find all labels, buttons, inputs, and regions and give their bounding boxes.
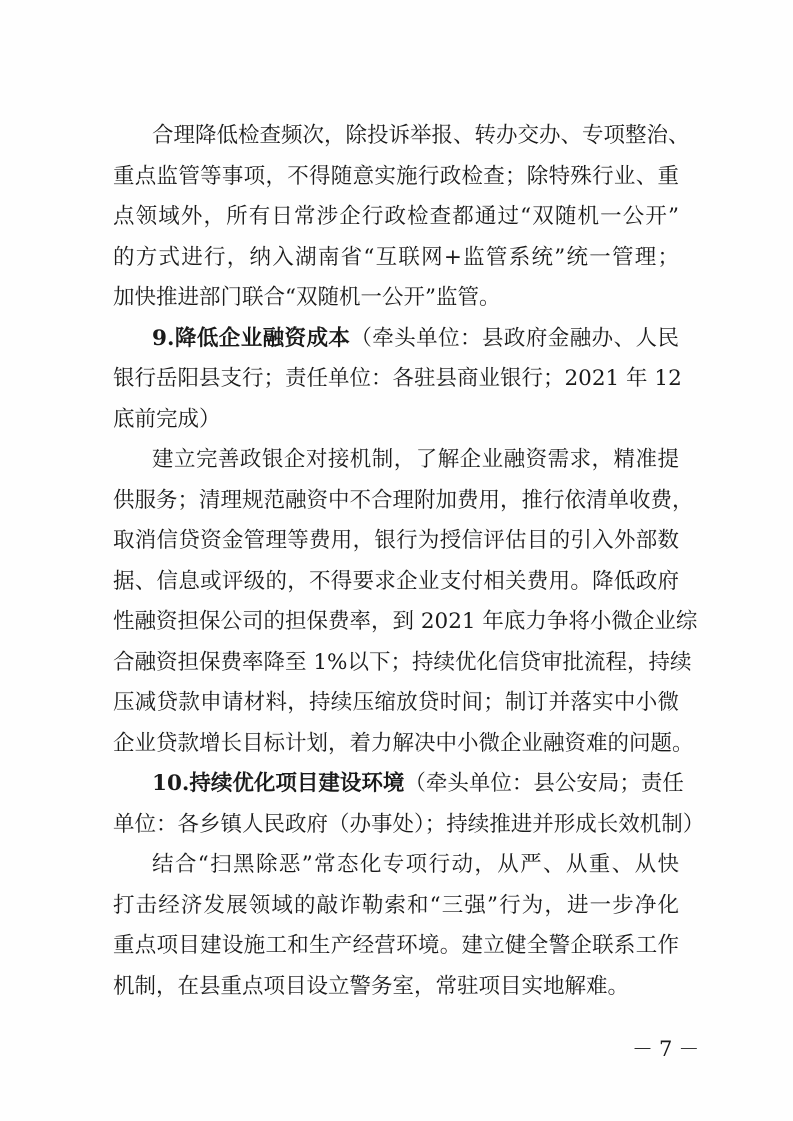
paragraph-line: 据、信息或评级的，不得要求企业支付相关费用。降低政府 bbox=[113, 569, 679, 594]
heading-title: 10.持续优化项目建设环境 bbox=[152, 771, 405, 796]
paragraph-line: 加快推进部门联合“双随机一公开”监管。 bbox=[113, 285, 501, 310]
paragraph-line: 合理降低检查频次，除投诉举报、转办交办、专项整治、 bbox=[152, 123, 690, 148]
heading-title: 9.降低企业融资成本 bbox=[152, 326, 351, 351]
paragraph-line: 打击经济发展领域的敲诈勒索和“三强”行为，进一步净化 bbox=[113, 893, 679, 918]
paragraph-line: 的方式进行，纳入湖南省“互联网+监管系统”统一管理； bbox=[113, 245, 680, 270]
paragraph-line: 压减贷款申请材料，持续压缩放贷时间；制订并落实中小微 bbox=[113, 690, 679, 715]
heading-line: 单位：各乡镇人民政府（办事处）；持续推进并形成长效机制） bbox=[113, 812, 705, 837]
heading-responsibility: （牵头单位：县政府金融办、人民 bbox=[350, 326, 679, 351]
paragraph-line: 重点监管等事项，不得随意实施行政检查；除特殊行业、重 bbox=[113, 164, 679, 189]
heading-responsibility: （牵头单位：县公安局；责任 bbox=[404, 771, 684, 796]
heading-line bbox=[152, 321, 679, 357]
paragraph-line: 取消信贷资金管理等费用，银行为授信评估目的引入外部数 bbox=[113, 528, 679, 553]
paragraph-line: 机制，在县重点项目设立警务室，常驻项目实地解难。 bbox=[113, 974, 630, 999]
paragraph-line: 结合“扫黑除恶”常态化专项行动，从严、从重、从快 bbox=[152, 852, 679, 877]
heading-line: 底前完成） bbox=[113, 407, 221, 432]
paragraph-line: 重点项目建设施工和生产经营环境。建立健全警企联系工作 bbox=[113, 933, 679, 958]
paragraph-line: 性融资担保公司的担保费率，到 2021 年底力争将小微企业综 bbox=[113, 609, 698, 634]
paragraph-line: 供服务；清理规范融资中不合理附加费用，推行依清单收费， bbox=[113, 488, 694, 513]
paragraph-line: 点领域外，所有日常涉企行政检查都通过“双随机一公开” bbox=[113, 204, 679, 229]
heading-line: 银行岳阳县支行；责任单位：各驻县商业银行；2021 年 12 bbox=[113, 366, 682, 391]
heading-line bbox=[152, 766, 684, 802]
page-number: －7－ bbox=[632, 1037, 706, 1061]
paragraph-line: 合融资担保费率降至 1%以下；持续优化信贷审批流程，持续 bbox=[113, 650, 692, 675]
paragraph-line: 企业贷款增长目标计划，着力解决中小微企业融资难的问题。 bbox=[113, 731, 694, 756]
paragraph-line: 建立完善政银企对接机制，了解企业融资需求，精准提 bbox=[152, 447, 679, 472]
